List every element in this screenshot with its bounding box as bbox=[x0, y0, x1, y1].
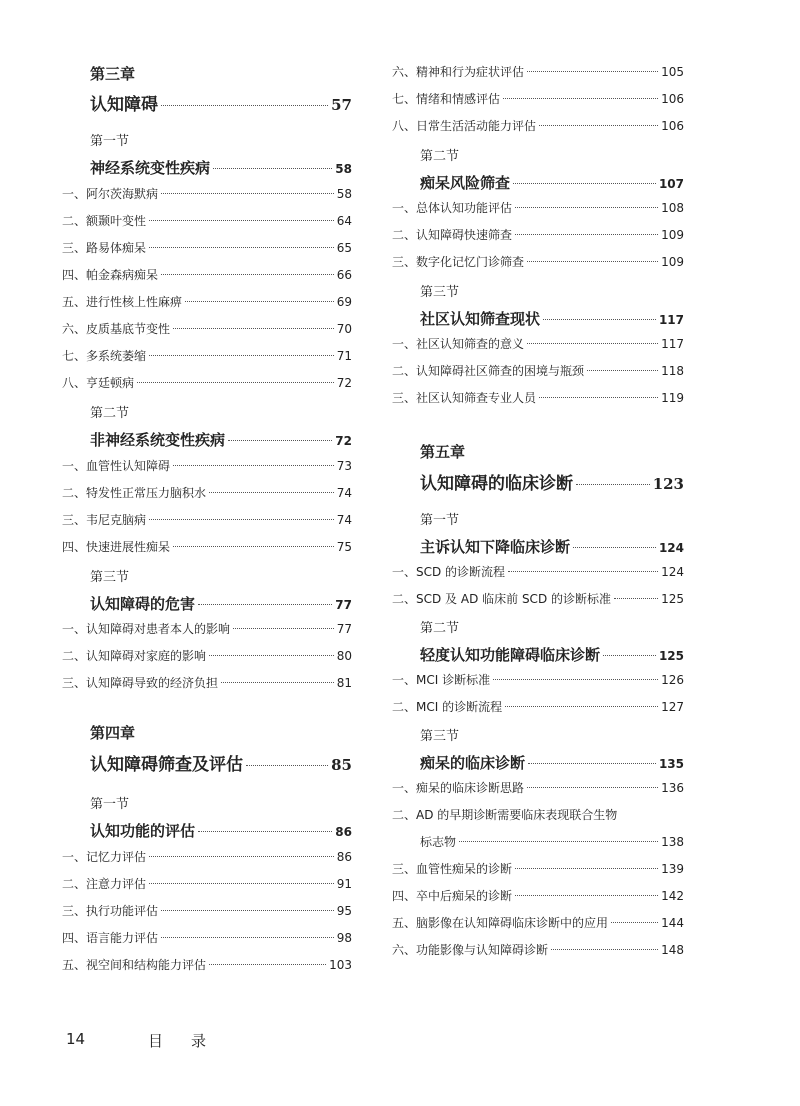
toc-item[interactable] bbox=[392, 362, 684, 379]
dot-leader bbox=[161, 105, 328, 106]
toc-item[interactable] bbox=[392, 590, 684, 607]
entry-title: 一、认知障碍对患者本人的影响 bbox=[62, 622, 231, 636]
dot-leader bbox=[161, 274, 334, 275]
page-number: 71 bbox=[336, 349, 352, 363]
entry-title: 二、AD 的早期诊断需要临床表现联合生物 bbox=[392, 808, 618, 822]
entry-title: 七、多系统萎缩 bbox=[62, 349, 147, 363]
dot-leader bbox=[539, 125, 658, 126]
toc-item[interactable] bbox=[62, 374, 352, 391]
entry-title: 一、SCD 的诊断流程 bbox=[392, 565, 506, 579]
footer-page-number: 14 bbox=[66, 1030, 86, 1048]
dot-leader bbox=[515, 895, 658, 896]
dot-leader bbox=[528, 763, 656, 764]
toc-item[interactable] bbox=[62, 320, 352, 337]
chapter-entry[interactable] bbox=[90, 90, 352, 115]
toc-item[interactable] bbox=[62, 620, 352, 637]
entry-title: 二、额颞叶变性 bbox=[62, 214, 147, 228]
section-label: 第三节 bbox=[90, 570, 130, 585]
page-number: 123 bbox=[652, 475, 684, 493]
toc-item[interactable] bbox=[62, 674, 352, 691]
toc-item[interactable] bbox=[62, 212, 352, 229]
entry-title: 三、血管性痴呆的诊断 bbox=[392, 862, 513, 876]
entry-title: 三、数字化记忆门诊筛查 bbox=[392, 255, 525, 269]
entry-title: 认知障碍的危害 bbox=[90, 595, 196, 613]
entry-title: 痴呆风险筛查 bbox=[420, 174, 511, 192]
page-number: 117 bbox=[658, 313, 684, 327]
dot-leader bbox=[185, 301, 334, 302]
chapter-label: 第三章 bbox=[90, 65, 136, 83]
entry-title: 神经系统变性疾病 bbox=[90, 159, 211, 177]
entry-title: 二、认知障碍社区筛查的困境与瓶颈 bbox=[392, 364, 585, 378]
entry-title: 三、社区认知筛查专业人员 bbox=[392, 391, 537, 405]
dot-leader bbox=[515, 207, 658, 208]
entry-title: 二、特发性正常压力脑积水 bbox=[62, 486, 207, 500]
page-number: 77 bbox=[336, 622, 352, 636]
toc-item-continuation[interactable] bbox=[420, 833, 684, 850]
dot-leader bbox=[614, 598, 658, 599]
section-entry[interactable] bbox=[90, 429, 352, 450]
toc-item[interactable] bbox=[392, 335, 684, 352]
toc-item[interactable] bbox=[62, 347, 352, 364]
dot-leader bbox=[233, 628, 334, 629]
page-number: 58 bbox=[335, 162, 352, 176]
page-number: 69 bbox=[336, 295, 352, 309]
entry-title: 三、认知障碍导致的经济负担 bbox=[62, 676, 219, 690]
entry-title: 一、记忆力评估 bbox=[62, 850, 147, 864]
page-number: 86 bbox=[335, 825, 352, 839]
dot-leader bbox=[527, 343, 658, 344]
entry-title: 六、精神和行为症状评估 bbox=[392, 65, 525, 79]
page-number: 119 bbox=[661, 391, 684, 405]
toc-item[interactable] bbox=[392, 779, 684, 796]
page-number: 144 bbox=[661, 916, 684, 930]
dot-leader bbox=[198, 604, 332, 605]
toc-item[interactable] bbox=[62, 902, 352, 919]
toc-item[interactable] bbox=[62, 511, 352, 528]
dot-leader bbox=[543, 319, 656, 320]
page-number: 86 bbox=[336, 850, 352, 864]
entry-title: 标志物 bbox=[420, 835, 457, 849]
entry-title: 四、卒中后痴呆的诊断 bbox=[392, 889, 513, 903]
toc-item[interactable] bbox=[62, 484, 352, 501]
entry-title: 认知障碍 bbox=[90, 95, 158, 115]
page-number: 75 bbox=[336, 540, 352, 554]
section-label: 第二节 bbox=[420, 621, 460, 636]
entry-title: 二、认知障碍对家庭的影响 bbox=[62, 649, 207, 663]
entry-title: 一、社区认知筛查的意义 bbox=[392, 337, 525, 351]
toc-item[interactable] bbox=[62, 929, 352, 946]
dot-leader bbox=[221, 682, 334, 683]
entry-title: 一、血管性认知障碍 bbox=[62, 459, 171, 473]
dot-leader bbox=[228, 440, 332, 441]
dot-leader bbox=[459, 841, 658, 842]
page-number: 105 bbox=[661, 65, 684, 79]
dot-leader bbox=[515, 868, 658, 869]
dot-leader bbox=[209, 655, 334, 656]
entry-title: 痴呆的临床诊断 bbox=[420, 754, 526, 772]
dot-leader bbox=[573, 547, 656, 548]
entry-title: 八、亨廷顿病 bbox=[62, 376, 135, 390]
toc-item[interactable] bbox=[62, 266, 352, 283]
dot-leader bbox=[149, 519, 334, 520]
chapter-label: 第四章 bbox=[90, 724, 136, 742]
entry-title: 五、进行性核上性麻痹 bbox=[62, 295, 183, 309]
toc-item[interactable] bbox=[62, 185, 352, 202]
page-number: 142 bbox=[661, 889, 684, 903]
page-number: 107 bbox=[658, 177, 684, 191]
section-entry[interactable] bbox=[420, 752, 684, 773]
chapter-entry[interactable] bbox=[90, 750, 352, 775]
dot-leader bbox=[161, 937, 334, 938]
page-number: 91 bbox=[336, 877, 352, 891]
page-number: 125 bbox=[658, 649, 684, 663]
toc-item[interactable] bbox=[62, 457, 352, 474]
entry-title: 六、皮质基底节变性 bbox=[62, 322, 171, 336]
entry-title: 主诉认知下降临床诊断 bbox=[420, 538, 571, 556]
toc-item[interactable] bbox=[62, 293, 352, 310]
page-number: 138 bbox=[661, 835, 684, 849]
page-number: 58 bbox=[336, 187, 352, 201]
dot-leader bbox=[576, 484, 650, 485]
page-number: 106 bbox=[661, 119, 684, 133]
footer-title: 目录 bbox=[148, 1032, 235, 1050]
entry-title: 二、SCD 及 AD 临床前 SCD 的诊断标准 bbox=[392, 592, 611, 606]
entry-title: 四、帕金森病痴呆 bbox=[62, 268, 159, 282]
dot-leader bbox=[149, 247, 334, 248]
dot-leader bbox=[173, 328, 334, 329]
toc-item[interactable] bbox=[392, 887, 684, 904]
chapter-label: 第五章 bbox=[420, 443, 466, 461]
page-number: 103 bbox=[329, 958, 352, 972]
section-label: 第三节 bbox=[420, 729, 460, 744]
dot-leader bbox=[527, 71, 658, 72]
entry-title: 四、语言能力评估 bbox=[62, 931, 159, 945]
section-entry[interactable] bbox=[420, 308, 684, 329]
section-label: 第一节 bbox=[90, 134, 130, 149]
toc-item[interactable] bbox=[392, 63, 684, 80]
dot-leader bbox=[515, 234, 658, 235]
section-entry[interactable] bbox=[90, 820, 352, 841]
page-number: 72 bbox=[335, 434, 352, 448]
entry-title: 四、快速进展性痴呆 bbox=[62, 540, 171, 554]
dot-leader bbox=[508, 571, 658, 572]
entry-title: 五、脑影像在认知障碍临床诊断中的应用 bbox=[392, 916, 609, 930]
dot-leader bbox=[149, 856, 334, 857]
dot-leader bbox=[173, 465, 334, 466]
page-number: 124 bbox=[661, 565, 684, 579]
entry-title: 一、痴呆的临床诊断思路 bbox=[392, 781, 525, 795]
toc-item[interactable] bbox=[392, 563, 684, 580]
dot-leader bbox=[513, 183, 656, 184]
section-entry[interactable] bbox=[90, 593, 352, 614]
section-label: 第二节 bbox=[420, 149, 460, 164]
dot-leader bbox=[505, 706, 658, 707]
toc-item[interactable] bbox=[392, 389, 684, 406]
page-number: 109 bbox=[661, 228, 684, 242]
entry-title: 非神经系统变性疾病 bbox=[90, 431, 226, 449]
entry-title: 轻度认知功能障碍临床诊断 bbox=[420, 646, 601, 664]
toc-item[interactable] bbox=[392, 226, 684, 243]
dot-leader bbox=[246, 765, 328, 766]
page-number: 135 bbox=[658, 757, 684, 771]
section-label: 第三节 bbox=[420, 285, 460, 300]
toc-item[interactable] bbox=[392, 914, 684, 931]
entry-title: 一、MCI 诊断标准 bbox=[392, 673, 491, 687]
dot-leader bbox=[527, 261, 658, 262]
chapter-entry[interactable] bbox=[420, 469, 684, 494]
entry-title: 三、韦尼克脑病 bbox=[62, 513, 147, 527]
dot-leader bbox=[161, 910, 334, 911]
dot-leader bbox=[149, 355, 334, 356]
page-number: 126 bbox=[661, 673, 684, 687]
dot-leader bbox=[213, 168, 332, 169]
section-entry[interactable] bbox=[420, 536, 684, 557]
dot-leader bbox=[173, 546, 334, 547]
toc-item[interactable] bbox=[62, 239, 352, 256]
page-number: 73 bbox=[336, 459, 352, 473]
page-number: 74 bbox=[336, 513, 352, 527]
page-number: 108 bbox=[661, 201, 684, 215]
page-number: 95 bbox=[336, 904, 352, 918]
dot-leader bbox=[539, 397, 658, 398]
section-entry[interactable] bbox=[420, 172, 684, 193]
toc-item[interactable] bbox=[62, 538, 352, 555]
entry-title: 五、视空间和结构能力评估 bbox=[62, 958, 207, 972]
dot-leader bbox=[527, 787, 658, 788]
toc-item[interactable] bbox=[62, 848, 352, 865]
page-number: 139 bbox=[661, 862, 684, 876]
toc-item[interactable] bbox=[62, 875, 352, 892]
dot-leader bbox=[149, 220, 334, 221]
section-label: 第二节 bbox=[90, 406, 130, 421]
entry-title: 三、执行功能评估 bbox=[62, 904, 159, 918]
entry-title: 八、日常生活活动能力评估 bbox=[392, 119, 537, 133]
toc-item[interactable] bbox=[392, 860, 684, 877]
section-entry[interactable] bbox=[420, 644, 684, 665]
entry-title: 七、情绪和情感评估 bbox=[392, 92, 501, 106]
toc-item[interactable] bbox=[392, 253, 684, 270]
page-number: 109 bbox=[661, 255, 684, 269]
section-label: 第一节 bbox=[420, 513, 460, 528]
entry-title: 二、MCI 的诊断流程 bbox=[392, 700, 503, 714]
toc-item[interactable] bbox=[392, 199, 684, 216]
entry-title: 社区认知筛查现状 bbox=[420, 310, 541, 328]
section-label: 第一节 bbox=[90, 797, 130, 812]
dot-leader bbox=[209, 964, 326, 965]
page-number: 148 bbox=[661, 943, 684, 957]
page-number: 57 bbox=[331, 96, 352, 114]
entry-title: 认知功能的评估 bbox=[90, 822, 196, 840]
entry-title: 认知障碍的临床诊断 bbox=[420, 474, 573, 494]
toc-item[interactable] bbox=[392, 117, 684, 134]
section-entry[interactable] bbox=[90, 157, 352, 178]
dot-leader bbox=[587, 370, 658, 371]
page-number: 74 bbox=[336, 486, 352, 500]
entry-title: 二、注意力评估 bbox=[62, 877, 147, 891]
toc-item[interactable] bbox=[392, 90, 684, 107]
page-number: 65 bbox=[336, 241, 352, 255]
page-number: 98 bbox=[336, 931, 352, 945]
dot-leader bbox=[551, 949, 658, 950]
entry-title: 一、阿尔茨海默病 bbox=[62, 187, 159, 201]
dot-leader bbox=[603, 655, 656, 656]
toc-item[interactable] bbox=[62, 647, 352, 664]
dot-leader bbox=[493, 679, 658, 680]
entry-title: 三、路易体痴呆 bbox=[62, 241, 147, 255]
entry-title: 六、功能影像与认知障碍诊断 bbox=[392, 943, 549, 957]
toc-item[interactable] bbox=[392, 941, 684, 958]
page-number: 106 bbox=[661, 92, 684, 106]
page-number: 81 bbox=[336, 676, 352, 690]
toc-item[interactable] bbox=[392, 698, 684, 715]
dot-leader bbox=[611, 922, 658, 923]
toc-item[interactable] bbox=[392, 806, 684, 823]
dot-leader bbox=[137, 382, 334, 383]
page-number: 124 bbox=[658, 541, 684, 555]
page-number: 127 bbox=[661, 700, 684, 714]
page-number: 66 bbox=[336, 268, 352, 282]
dot-leader bbox=[198, 831, 332, 832]
page-number: 80 bbox=[336, 649, 352, 663]
page-number: 72 bbox=[336, 376, 352, 390]
page-number: 70 bbox=[336, 322, 352, 336]
entry-title: 一、总体认知功能评估 bbox=[392, 201, 513, 215]
dot-leader bbox=[161, 193, 334, 194]
page-number: 118 bbox=[661, 364, 684, 378]
page-number: 77 bbox=[335, 598, 352, 612]
dot-leader bbox=[503, 98, 658, 99]
page-number: 64 bbox=[336, 214, 352, 228]
page-number: 125 bbox=[661, 592, 684, 606]
page-number: 117 bbox=[661, 337, 684, 351]
entry-title: 二、认知障碍快速筛查 bbox=[392, 228, 513, 242]
page-number: 136 bbox=[661, 781, 684, 795]
entry-title: 认知障碍筛查及评估 bbox=[90, 755, 243, 775]
toc-item[interactable] bbox=[392, 671, 684, 688]
dot-leader bbox=[209, 492, 334, 493]
toc-item[interactable] bbox=[62, 956, 352, 973]
page-number: 85 bbox=[331, 756, 352, 774]
dot-leader bbox=[149, 883, 334, 884]
